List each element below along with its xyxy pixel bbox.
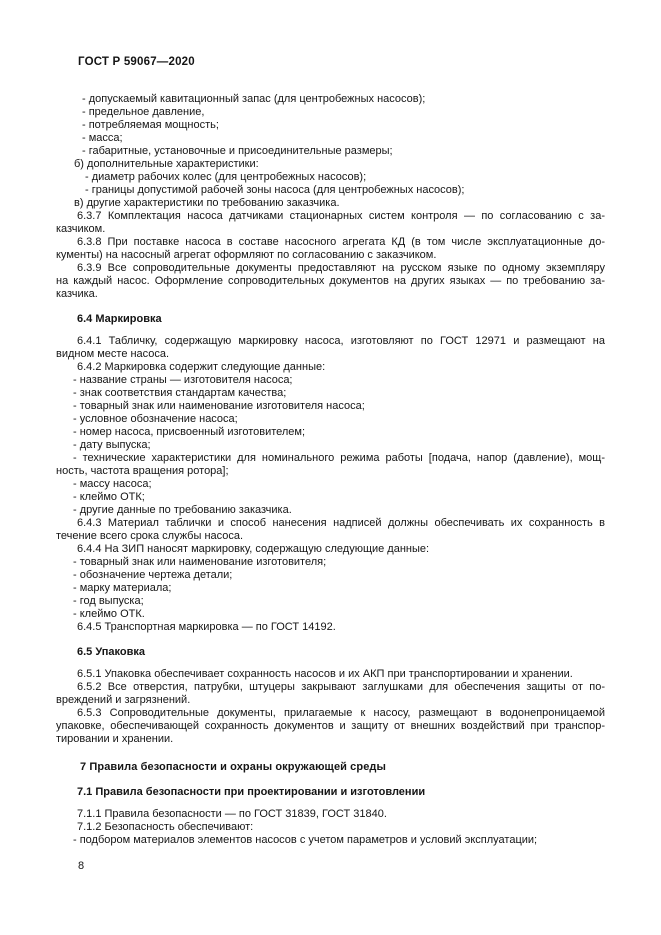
text-line: кументы) на насосный агрегат оформляют по согласованию с заказчиком. (56, 249, 437, 261)
list-item (56, 452, 605, 478)
list-item (56, 374, 605, 387)
paragraph (56, 621, 605, 634)
text-line: 6.4.4 На ЗИП наносят маркировку, содержащую следующие данные: (77, 543, 430, 555)
section-heading (56, 786, 605, 799)
list-item (56, 387, 605, 400)
text-line: 6.4.2 Маркировка содержит следующие данные: (77, 361, 326, 373)
text-line: 6.4.1 Табличку, содержащую маркировку насоса, изготовляют по ГОСТ 12971 и размещают на (77, 335, 605, 347)
text-line: 7.1 Правила безопасности при проектировании и изготовлении (77, 786, 426, 798)
text-line: течение всего срока службы насоса. (56, 530, 244, 542)
list-item-nested (56, 184, 605, 197)
paragraph (56, 681, 605, 707)
list-item (56, 93, 605, 106)
text-line: - номер насоса, присвоенный изготовителем; (73, 426, 306, 438)
text-line: - диаметр рабочих колес (для центробежных насосов); (85, 171, 367, 183)
list-item (56, 556, 605, 569)
paragraph (56, 517, 605, 543)
list-item-nested (56, 171, 605, 184)
text-line: - технические характеристики для номинального режима работы [подача, напор (давление), мощ- (73, 452, 605, 464)
text-line: - клеймо ОТК. (73, 608, 145, 620)
text-line: - подбором материалов элементов насосов с учетом параметров и условий эксплуатации; (73, 834, 538, 846)
list-item (56, 504, 605, 517)
text-line: 6.4.5 Транспортная маркировка — по ГОСТ 14192. (77, 621, 336, 633)
text-line: 7.1.2 Безопасность обеспечивают: (77, 821, 254, 833)
text-line: 6.5.3 Сопроводительные документы, прилагаемые к насосу, размещают в водонепроницаемой (77, 707, 605, 719)
text-line: - клеймо ОТК; (73, 491, 145, 503)
text-line: - границы допустимой рабочей зоны насоса (для центробежных насосов); (85, 184, 465, 196)
list-item (56, 491, 605, 504)
list-item (56, 426, 605, 439)
text-line: 6.5 Упаковка (77, 646, 145, 658)
list-item-lettered (56, 158, 605, 171)
text-line: б) дополнительные характеристики: (74, 158, 259, 170)
list-item-lettered (56, 197, 605, 210)
paragraph (56, 808, 605, 821)
text-line: казчиком. (56, 223, 106, 235)
list-item (56, 119, 605, 132)
list-item (56, 413, 605, 426)
text-line: 6.3.8 При поставке насоса в составе насосного агрегата КД (в том числе эксплуатационные до- (77, 236, 605, 248)
text-line: в) другие характеристики по требованию заказчика. (74, 197, 340, 209)
paragraph (56, 262, 605, 301)
text-block (56, 56, 605, 873)
list-item (56, 608, 605, 621)
list-item (56, 106, 605, 119)
list-item (56, 145, 605, 158)
text-line: 6.5.1 Упаковка обеспечивает сохранность насосов и их АКП при транспортировании и хранении. (77, 668, 573, 680)
text-line: видном месте насоса. (56, 348, 170, 360)
page-number: 8 (78, 860, 85, 872)
paragraph (56, 668, 605, 681)
text-line: 6.5.2 Все отверстия, патрубки, штуцеры закрывают заглушками для обеспечения защиты от по- (77, 681, 605, 693)
text-line: - товарный знак или наименование изготовителя; (73, 556, 327, 568)
chapter-heading (56, 761, 605, 774)
text-line: - товарный знак или наименование изготовителя насоса; (73, 400, 365, 412)
text-line: - знак соответствия стандартам качества; (73, 387, 287, 399)
text-line: 7.1.1 Правила безопасности — по ГОСТ 31839, ГОСТ 31840. (77, 808, 387, 820)
text-line: ность, частота вращения ротора]; (56, 465, 229, 477)
text-line: 6.3.7 Комплектация насоса датчиками стационарных систем контроля — по согласованию с за- (77, 210, 605, 222)
paragraph (56, 236, 605, 262)
section-heading (56, 313, 605, 326)
paragraph (56, 335, 605, 361)
text-line: упаковке, обеспечивающей сохранность документов и защиту от внешних воздействий при транспор- (56, 720, 605, 732)
text-line: - габаритные, установочные и присоединительные размеры; (82, 145, 393, 157)
text-line: 6.4 Маркировка (77, 313, 162, 325)
text-line: - масса; (82, 132, 123, 144)
text-line: - дату выпуска; (73, 439, 151, 451)
list-item (56, 834, 605, 847)
text-line: 7 Правила безопасности и охраны окружающей среды (80, 761, 387, 773)
text-line: - название страны — изготовителя насоса; (73, 374, 293, 386)
list-item (56, 132, 605, 145)
text-line: - условное обозначение насоса; (73, 413, 238, 425)
text-line: - потребляемая мощность; (82, 119, 219, 131)
text-line: - массу насоса; (73, 478, 152, 490)
list-item (56, 478, 605, 491)
list-item (56, 569, 605, 582)
list-item (56, 595, 605, 608)
paragraph (56, 210, 605, 236)
text-line: 6.3.9 Все сопроводительные документы предоставляют на русском языке по одному экземпляру (77, 262, 605, 274)
document-body (56, 93, 605, 847)
text-line: на каждый насос. Оформление сопроводительных документов на других языках — по требованию за- (56, 275, 605, 287)
text-line: - год выпуска; (73, 595, 144, 607)
text-line: - обозначение чертежа детали; (73, 569, 233, 581)
text-line: 6.4.3 Материал таблички и способ нанесения надписей должны обеспечивать их сохранность в (77, 517, 605, 529)
section-heading (56, 646, 605, 659)
text-line: - допускаемый кавитационный запас (для центробежных насосов); (82, 93, 426, 105)
text-line: - марку материала; (73, 582, 172, 594)
paragraph (56, 543, 605, 556)
list-item (56, 582, 605, 595)
paragraph (56, 707, 605, 746)
text-line: тировании и хранении. (56, 733, 174, 745)
text-line: - другие данные по требованию заказчика. (73, 504, 292, 516)
page-header: ГОСТ Р 59067—2020 (78, 56, 195, 68)
paragraph (56, 361, 605, 374)
text-line: - предельное давление, (82, 106, 205, 118)
text-line: казчика. (56, 288, 98, 300)
list-item (56, 400, 605, 413)
text-line: вреждений и загрязнений. (56, 694, 191, 706)
list-item (56, 439, 605, 452)
paragraph (56, 821, 605, 834)
